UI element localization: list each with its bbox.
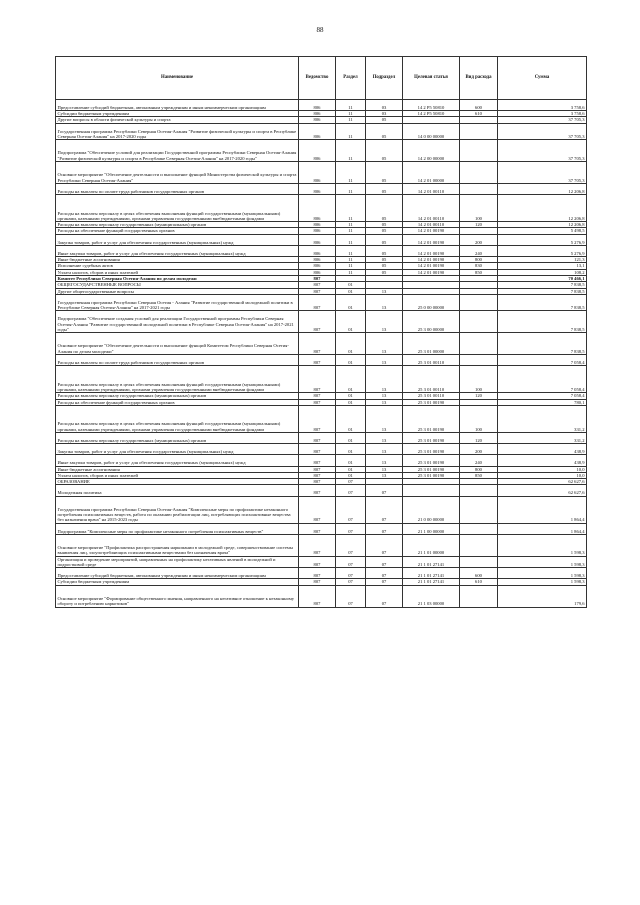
row-subsection: 05: [366, 117, 403, 123]
row-target-item: 14 2 01 00000: [403, 162, 460, 184]
row-section: 11: [336, 269, 366, 275]
table-row: [56, 432, 587, 443]
table-row: [56, 245, 587, 256]
row-expense-type: [460, 355, 498, 366]
row-amount: 37 705,3: [498, 117, 587, 123]
row-section: 01: [336, 405, 366, 432]
row-name: Расходы на выплаты по оплате труда работников государственных органов: [56, 183, 299, 194]
row-target-item: 14 2 01 00190: [403, 257, 460, 263]
row-target-item: 14 2 P5 50810: [403, 100, 460, 111]
row-department: 806: [299, 257, 336, 263]
row-department: 806: [299, 263, 336, 269]
table-row: [56, 294, 587, 311]
row-expense-type: [460, 534, 498, 556]
column-header-amount: Сумма: [498, 57, 587, 100]
row-amount: 780,1: [498, 399, 587, 405]
row-section: 11: [336, 234, 366, 245]
row-name: Исполнение судебных актов: [56, 263, 299, 269]
row-name: Расходы на выплаты персоналу в целях обеспечения выполнения функций государственными (муниципальными) органами, казенными учреждениями, органами управления государственными внебюджетными фондами: [56, 366, 299, 393]
row-expense-type: [460, 311, 498, 333]
row-subsection: 03: [366, 111, 403, 117]
row-department: 807: [299, 568, 336, 579]
row-name: Основное мероприятие "Профилактика распространения наркомании в молодежной среде, совершенствование системы выявления лиц, злоупотребляющих психоактивными веществами без назначения врача": [56, 534, 299, 556]
row-target-item: 21 1 03 00000: [403, 585, 460, 607]
row-department: 807: [299, 485, 336, 496]
row-amount: 1 598,3: [498, 534, 587, 556]
row-department: 807: [299, 534, 336, 556]
row-name: Комитет Республики Северная Осетия-Алания по делам молодежи: [56, 276, 299, 282]
row-department: 806: [299, 117, 336, 123]
row-amount: 1 598,3: [498, 568, 587, 579]
row-amount: 3 758,6: [498, 111, 587, 117]
row-department: 807: [299, 585, 336, 607]
row-expense-type: 200: [460, 234, 498, 245]
row-section: 11: [336, 162, 366, 184]
row-target-item: 25 3 01 00190: [403, 405, 460, 432]
row-amount: 7 058,4: [498, 366, 587, 393]
row-amount: 3 758,6: [498, 100, 587, 111]
row-section: 07: [336, 556, 366, 568]
table-header-row: [56, 57, 587, 100]
row-amount: 37 705,3: [498, 140, 587, 162]
row-section: 11: [336, 228, 366, 234]
row-department: 807: [299, 479, 336, 485]
row-amount: 331,2: [498, 432, 587, 443]
row-amount: 438,9: [498, 455, 587, 466]
row-subsection: 13: [366, 472, 403, 478]
row-section: 11: [336, 263, 366, 269]
row-subsection: 03: [366, 100, 403, 111]
row-department: 807: [299, 579, 336, 585]
table-row: [56, 140, 587, 162]
row-department: 807: [299, 472, 336, 478]
row-subsection: 13: [366, 393, 403, 399]
row-section: 11: [336, 117, 366, 123]
row-subsection: 05: [366, 183, 403, 194]
row-department: 806: [299, 269, 336, 275]
row-subsection: 05: [366, 228, 403, 234]
row-name: Основное мероприятие "Обеспечение деятельности и выполнение функций Министерства физической культуры и спорта Республики Северная Осетия-Алания": [56, 162, 299, 184]
row-department: 807: [299, 466, 336, 472]
row-amount: 121,3: [498, 257, 587, 263]
row-expense-type: 120: [460, 432, 498, 443]
row-department: 806: [299, 228, 336, 234]
table-row: [56, 311, 587, 333]
column-header-name: Наименование: [56, 57, 299, 100]
row-department: 807: [299, 355, 336, 366]
row-amount: 12 206,8: [498, 183, 587, 194]
row-section: 01: [336, 393, 366, 399]
row-subsection: 07: [366, 568, 403, 579]
row-section: 01: [336, 282, 366, 288]
row-name: Государственная программа Республики Северная Осетия-Алания "Развитие физической культуры и спорта в Республике Северная Осетия-Алания" на 2017-2020 годы: [56, 123, 299, 140]
row-name: Государственная программа Республики Северная Осетия - Алания "Развитие государственной молодежной политики в Республике Северная Осетия-Алания" на 2017-2021 годы: [56, 294, 299, 311]
row-section: 11: [336, 183, 366, 194]
row-target-item: 14 2 01 00190: [403, 245, 460, 256]
table-row: [56, 100, 587, 111]
row-target-item: 25 3 01 00190: [403, 432, 460, 443]
row-department: 807: [299, 455, 336, 466]
row-department: 807: [299, 444, 336, 455]
row-amount: 10,0: [498, 472, 587, 478]
row-name: Организация и проведение мероприятий, направленных на профилактику негативных явлений в молодежной и подростковой среде: [56, 556, 299, 568]
row-section: 11: [336, 123, 366, 140]
row-subsection: 13: [366, 288, 403, 294]
row-department: 807: [299, 399, 336, 405]
row-department: 807: [299, 294, 336, 311]
row-target-item: 21 1 01 00000: [403, 534, 460, 556]
row-name: Закупка товаров, работ и услуг для обеспечения государственных (муниципальных) нужд: [56, 444, 299, 455]
row-expense-type: 850: [460, 269, 498, 275]
row-name: Расходы на обеспечение функций государственных органов: [56, 399, 299, 405]
table-row: [56, 195, 587, 222]
row-name: Предоставление субсидий бюджетным, автономным учреждениям и иным некоммерческим организациям: [56, 100, 299, 111]
row-expense-type: [460, 485, 498, 496]
row-amount: 5 276,9: [498, 234, 587, 245]
row-department: 807: [299, 405, 336, 432]
row-amount: 7 838,5: [498, 333, 587, 355]
row-section: 11: [336, 140, 366, 162]
row-subsection: 13: [366, 355, 403, 366]
row-name: Иные бюджетные ассигнования: [56, 257, 299, 263]
row-name: Основное мероприятие "Формирование общественного мнения, направленного на негативное отношение к незаконному обороту и потреблению наркотиков": [56, 585, 299, 607]
row-amount: 1 598,3: [498, 579, 587, 585]
row-name: Расходы на выплаты персоналу государственных (муниципальных) органов: [56, 432, 299, 443]
row-expense-type: [460, 123, 498, 140]
row-name: Субсидии бюджетным учреждениям: [56, 111, 299, 117]
row-section: 07: [336, 534, 366, 556]
row-expense-type: 800: [460, 466, 498, 472]
table-row: [56, 523, 587, 534]
table-row: [56, 123, 587, 140]
row-expense-type: 830: [460, 263, 498, 269]
row-name: Закупка товаров, работ и услуг для обеспечения государственных (муниципальных) нужд: [56, 234, 299, 245]
row-section: 07: [336, 479, 366, 485]
row-department: 807: [299, 523, 336, 534]
row-subsection: 05: [366, 162, 403, 184]
row-target-item: 14 2 01 00110: [403, 183, 460, 194]
row-section: 11: [336, 195, 366, 222]
row-section: 11: [336, 222, 366, 228]
row-amount: 7 838,5: [498, 282, 587, 288]
row-section: 07: [336, 568, 366, 579]
row-name: Подпрограмма "Комплексные меры по профилактике незаконного потребления психоактивных веществ": [56, 523, 299, 534]
table-row: [56, 183, 587, 194]
row-name: Молодежная политика: [56, 485, 299, 496]
row-subsection: 13: [366, 294, 403, 311]
row-target-item: 25 3 00 00000: [403, 311, 460, 333]
row-subsection: 13: [366, 311, 403, 333]
row-target-item: 25 3 01 00190: [403, 399, 460, 405]
row-section: 01: [336, 355, 366, 366]
row-section: 01: [336, 333, 366, 355]
row-expense-type: [460, 140, 498, 162]
row-target-item: 14 2 01 00190: [403, 234, 460, 245]
row-expense-type: [460, 333, 498, 355]
row-expense-type: [460, 294, 498, 311]
row-subsection: 05: [366, 222, 403, 228]
row-department: 807: [299, 276, 336, 282]
row-name: Основное мероприятие "Обеспечение деятельности и выполнение функций Комитетом Республики Северная Осетия-Алания по делам молодежи": [56, 333, 299, 355]
table-row: [56, 234, 587, 245]
row-expense-type: 100: [460, 366, 498, 393]
row-target-item: [403, 485, 460, 496]
row-expense-type: 610: [460, 579, 498, 585]
table-row: [56, 568, 587, 579]
row-subsection: 13: [366, 432, 403, 443]
row-section: 01: [336, 288, 366, 294]
column-header-subsection: Подраздел: [366, 57, 403, 100]
row-expense-type: 100: [460, 195, 498, 222]
row-subsection: 07: [366, 556, 403, 568]
row-section: 01: [336, 455, 366, 466]
row-amount: 438,9: [498, 444, 587, 455]
row-section: 07: [336, 579, 366, 585]
row-target-item: 14 2 01 00190: [403, 263, 460, 269]
table-row: [56, 556, 587, 568]
row-section: 07: [336, 496, 366, 523]
row-subsection: 05: [366, 140, 403, 162]
row-amount: 5 498,5: [498, 228, 587, 234]
row-subsection: 05: [366, 123, 403, 140]
row-target-item: 21 0 00 00000: [403, 496, 460, 523]
row-department: 807: [299, 556, 336, 568]
row-name: Расходы на обеспечение функций государственных органов: [56, 228, 299, 234]
row-name: Уплата налогов, сборов и иных платежей: [56, 269, 299, 275]
row-subsection: 05: [366, 269, 403, 275]
row-name: Иные бюджетные ассигнования: [56, 466, 299, 472]
row-section: 07: [336, 485, 366, 496]
row-name: Уплата налогов, сборов и иных платежей: [56, 472, 299, 478]
row-target-item: 14 2 P5 50810: [403, 111, 460, 117]
column-header-department: Ведомство: [299, 57, 336, 100]
row-subsection: 05: [366, 263, 403, 269]
row-expense-type: 600: [460, 100, 498, 111]
row-subsection: 13: [366, 466, 403, 472]
row-department: 806: [299, 100, 336, 111]
row-amount: 108,2: [498, 269, 587, 275]
row-amount: 1 598,3: [498, 556, 587, 568]
row-name: Подпрограмма "Обеспечение условий для реализации Государственной программы Республики Северная Осетия-Алания "Развитие физической культуры и спорта в Республике Северная Осетия-Алания" на 2017-2020 годы": [56, 140, 299, 162]
row-subsection: 13: [366, 366, 403, 393]
row-target-item: 21 1 01 27141: [403, 579, 460, 585]
row-subsection: 13: [366, 455, 403, 466]
row-target-item: 25 3 01 00190: [403, 444, 460, 455]
row-target-item: 14 2 01 00110: [403, 222, 460, 228]
row-name: Другие общегосударственные вопросы: [56, 288, 299, 294]
row-expense-type: [460, 183, 498, 194]
row-subsection: 07: [366, 579, 403, 585]
row-section: 01: [336, 366, 366, 393]
row-expense-type: 610: [460, 111, 498, 117]
row-department: 807: [299, 393, 336, 399]
row-expense-type: 120: [460, 393, 498, 399]
row-target-item: 14 2 01 00190: [403, 269, 460, 275]
row-expense-type: [460, 496, 498, 523]
row-amount: 179,6: [498, 585, 587, 607]
row-expense-type: [460, 162, 498, 184]
row-section: 07: [336, 585, 366, 607]
row-amount: 10,0: [498, 466, 587, 472]
row-expense-type: 200: [460, 444, 498, 455]
row-amount: 1 864,4: [498, 523, 587, 534]
row-name: Предоставление субсидий бюджетным, автономным учреждениям и иным некоммерческим организациям: [56, 568, 299, 579]
row-department: 807: [299, 366, 336, 393]
row-section: 01: [336, 466, 366, 472]
row-subsection: 05: [366, 257, 403, 263]
row-department: 807: [299, 432, 336, 443]
row-section: 11: [336, 257, 366, 263]
column-header-target-item: Целевая статья: [403, 57, 460, 100]
column-header-section: Раздел: [336, 57, 366, 100]
row-department: 806: [299, 183, 336, 194]
row-name: ОБЩЕГОСУДАРСТВЕННЫЕ ВОПРОСЫ: [56, 282, 299, 288]
table-row: [56, 162, 587, 184]
row-subsection: 05: [366, 195, 403, 222]
row-subsection: 13: [366, 333, 403, 355]
row-section: 11: [336, 100, 366, 111]
row-target-item: 21 1 01 27141: [403, 568, 460, 579]
row-name: Другие вопросы в области физической культуры и спорта: [56, 117, 299, 123]
row-section: 01: [336, 311, 366, 333]
table-row: [56, 405, 587, 432]
row-department: 807: [299, 282, 336, 288]
row-target-item: 25 3 01 00110: [403, 355, 460, 366]
row-section: 01: [336, 444, 366, 455]
row-amount: 1 864,4: [498, 496, 587, 523]
row-department: 807: [299, 288, 336, 294]
row-section: 01: [336, 472, 366, 478]
row-subsection: 07: [366, 523, 403, 534]
row-expense-type: 120: [460, 222, 498, 228]
row-target-item: 14 2 01 00110: [403, 195, 460, 222]
row-section: 11: [336, 111, 366, 117]
table-row: [56, 485, 587, 496]
row-amount: 13,1: [498, 263, 587, 269]
row-subsection: 13: [366, 399, 403, 405]
row-amount: 37 705,3: [498, 123, 587, 140]
row-subsection: 13: [366, 405, 403, 432]
row-name: Подпрограмма "Обеспечение создания условий для реализации Государственной программы Республики Северная Осетия-Алания "Развитие государственной молодежной политики в Республике Северная Осетия-Алания" на 2017-2021 годы": [56, 311, 299, 333]
row-expense-type: 240: [460, 245, 498, 256]
row-target-item: 21 1 01 27141: [403, 556, 460, 568]
row-expense-type: 800: [460, 257, 498, 263]
row-subsection: 13: [366, 444, 403, 455]
row-expense-type: [460, 556, 498, 568]
row-subsection: 05: [366, 245, 403, 256]
row-target-item: 25 3 01 00190: [403, 472, 460, 478]
table-row: [56, 444, 587, 455]
row-target-item: 25 3 01 00190: [403, 466, 460, 472]
row-amount: 62 627,6: [498, 479, 587, 485]
row-department: 806: [299, 195, 336, 222]
table-row: [56, 355, 587, 366]
row-section: 07: [336, 523, 366, 534]
table-row: [56, 496, 587, 523]
column-header-expense-type: Вид расхода: [460, 57, 498, 100]
budget-table: [55, 56, 587, 608]
row-name: ОБРАЗОВАНИЕ: [56, 479, 299, 485]
row-amount: 7 838,5: [498, 294, 587, 311]
row-department: 806: [299, 162, 336, 184]
row-department: 806: [299, 111, 336, 117]
row-amount: 5 276,9: [498, 245, 587, 256]
row-expense-type: [460, 523, 498, 534]
row-name: Расходы на выплаты персоналу в целях обеспечения выполнения функций государственными (муниципальными) органами, казенными учреждениями, органами управления государственными внебюджетными фондами: [56, 195, 299, 222]
row-subsection: 07: [366, 496, 403, 523]
row-expense-type: [460, 585, 498, 607]
row-name: Расходы на выплаты персоналу государственных (муниципальных) органов: [56, 393, 299, 399]
row-target-item: 25 3 01 00110: [403, 393, 460, 399]
row-subsection: 07: [366, 485, 403, 496]
row-name: Расходы на выплаты персоналу в целях обеспечения выполнения функций государственными (муниципальными) органами, казенными учреждениями, органами управления государственными внебюджетными фондами: [56, 405, 299, 432]
row-name: Расходы на выплаты персоналу государственных (муниципальных) органов: [56, 222, 299, 228]
row-name: Иные закупки товаров, работ и услуг для обеспечения государственных (муниципальных) нужд: [56, 455, 299, 466]
row-section: 11: [336, 245, 366, 256]
row-section: 01: [336, 294, 366, 311]
row-subsection: 05: [366, 234, 403, 245]
row-target-item: 25 0 00 00000: [403, 294, 460, 311]
row-target-item: 25 3 01 00110: [403, 366, 460, 393]
row-name: Государственная программа Республики Северная Осетия-Алания "Комплексные меры по профилактике незаконного потребления психоактивных веществ, работа по оказанию реабилитации лиц, потребляющих психоактивные вещества без назначения врача" на 2015-2023 годы: [56, 496, 299, 523]
row-name: Расходы на выплаты по оплате труда работников государственных органов: [56, 355, 299, 366]
row-name: Иные закупки товаров, работ и услуг для обеспечения государственных (муниципальных) нужд: [56, 245, 299, 256]
row-target-item: 21 1 00 00000: [403, 523, 460, 534]
table-row: [56, 585, 587, 607]
row-name: Субсидии бюджетным учреждениям: [56, 579, 299, 585]
row-department: 806: [299, 222, 336, 228]
row-amount: 7 058,4: [498, 355, 587, 366]
row-expense-type: 600: [460, 568, 498, 579]
row-amount: 7 838,5: [498, 288, 587, 294]
row-department: 807: [299, 496, 336, 523]
row-department: 806: [299, 245, 336, 256]
row-department: 806: [299, 234, 336, 245]
row-subsection: 07: [366, 585, 403, 607]
row-subsection: 07: [366, 534, 403, 556]
row-target-item: 14 2 00 00000: [403, 140, 460, 162]
row-amount: 7 058,4: [498, 393, 587, 399]
row-section: 01: [336, 399, 366, 405]
table-row: [56, 366, 587, 393]
row-department: 806: [299, 123, 336, 140]
row-expense-type: 850: [460, 472, 498, 478]
row-amount: 331,2: [498, 405, 587, 432]
row-department: 806: [299, 140, 336, 162]
row-amount: 12 206,8: [498, 195, 587, 222]
row-target-item: 25 3 01 00190: [403, 455, 460, 466]
row-target-item: 14 2 01 00190: [403, 228, 460, 234]
table-row: [56, 333, 587, 355]
row-department: 807: [299, 311, 336, 333]
row-amount: 12 206,8: [498, 222, 587, 228]
row-expense-type: 100: [460, 405, 498, 432]
page-number: 88: [316, 26, 324, 34]
row-section: 01: [336, 432, 366, 443]
table-row: [56, 455, 587, 466]
row-amount: 70 466,1: [498, 276, 587, 282]
row-amount: 37 705,3: [498, 162, 587, 184]
table-row: [56, 534, 587, 556]
row-expense-type: 240: [460, 455, 498, 466]
row-amount: 7 838,5: [498, 311, 587, 333]
row-amount: 62 627,6: [498, 485, 587, 496]
row-department: 807: [299, 333, 336, 355]
row-target-item: 14 0 00 00000: [403, 123, 460, 140]
row-target-item: 25 3 01 00000: [403, 333, 460, 355]
